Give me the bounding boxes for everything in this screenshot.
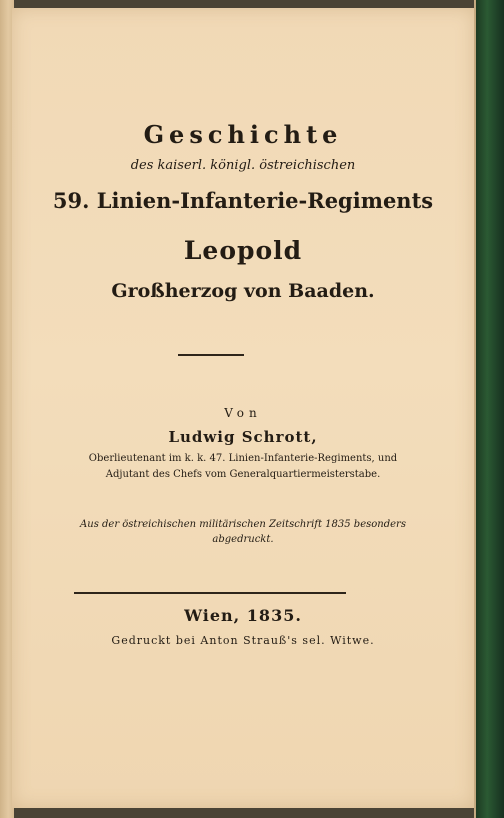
subtitle: des kaiserl. königl. östreichischen: [130, 158, 356, 173]
place-year: Wien, 1835.: [184, 606, 302, 625]
author-rank-line-2: Adjutant des Chefs vom Generalquartiermeisterstabe.: [105, 469, 381, 480]
source-note-line-2: abgedruckt.: [212, 534, 274, 545]
long-divider: [74, 592, 346, 594]
author-name: Ludwig Schrott,: [168, 428, 318, 446]
by-label: Von: [224, 406, 262, 420]
patron-name: Leopold: [183, 236, 303, 265]
patron-title: Großherzog von Baaden.: [111, 280, 375, 302]
main-title: Geschichte: [143, 120, 343, 149]
source-note-line-1: Aus der östreichischen militärischen Zeitschrift 1835 besonders: [80, 519, 406, 530]
author-rank-line-1: Oberlieutenant im k. k. 47. Linien-Infanterie-Regiments, und: [88, 453, 398, 464]
regiment-title: 59. Linien-Infanterie-Regiments: [52, 188, 434, 213]
printer-line: Gedruckt bei Anton Strauß's sel. Witwe.: [111, 634, 375, 647]
title-page: [12, 8, 474, 808]
book-binding: [476, 0, 504, 818]
short-divider: [178, 354, 244, 356]
